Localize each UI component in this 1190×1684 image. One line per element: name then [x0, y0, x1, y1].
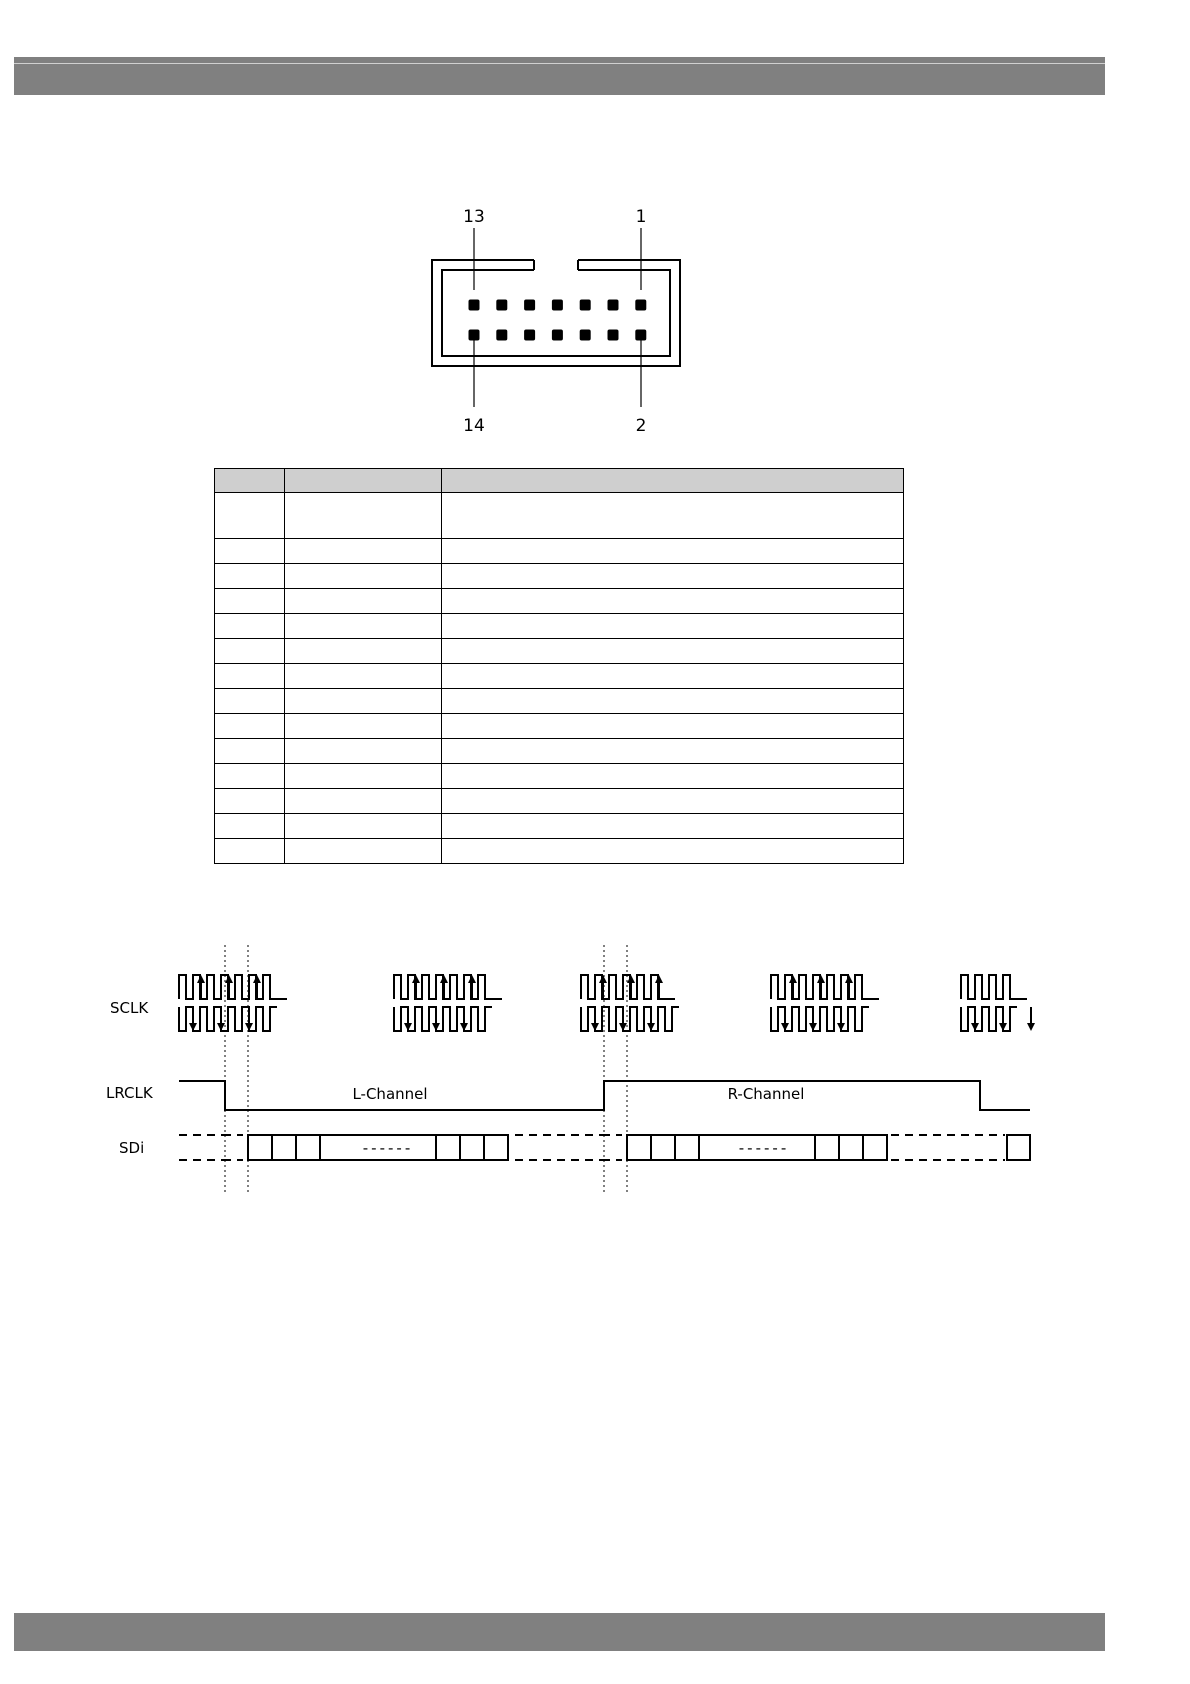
connector-pin [552, 300, 563, 311]
connector-pin [524, 330, 535, 341]
sclk-falling-edge-arrow-head [971, 1023, 979, 1031]
table-row [215, 739, 904, 764]
sclk-falling-train [961, 1007, 1017, 1031]
table-row [215, 564, 904, 589]
table-row [215, 539, 904, 564]
table-cell [442, 839, 904, 864]
table-cell [285, 689, 442, 714]
table-cell [442, 739, 904, 764]
sdi-next-bit [1007, 1135, 1030, 1160]
table-cell [285, 789, 442, 814]
sclk-falling-edge-arrow-head [460, 1023, 468, 1031]
pin-label-13: 13 [463, 207, 485, 227]
table-cell [215, 764, 285, 789]
sclk-rising-edge-arrow-head [599, 975, 607, 983]
connector-pin [635, 330, 646, 341]
sclk-rising-train [961, 975, 1017, 999]
table-cell [285, 764, 442, 789]
table-row [215, 689, 904, 714]
table-cell [442, 664, 904, 689]
table-cell [442, 764, 904, 789]
table-cell [285, 539, 442, 564]
sclk-falling-edge-arrow-head [217, 1023, 225, 1031]
table-cell [215, 564, 285, 589]
table-cell [215, 839, 285, 864]
pin-grid [469, 300, 647, 341]
table-row [215, 589, 904, 614]
sclk-rising-edge-arrow-head [225, 975, 233, 983]
signal-label-sclk: SCLK [110, 999, 149, 1017]
lrclk-waveform [179, 1081, 1030, 1110]
sclk-rising-edge-arrow-head [817, 975, 825, 983]
table-cell [215, 493, 285, 539]
sdi-gap-marker-right: ------ [738, 1139, 790, 1157]
table-cell [442, 614, 904, 639]
connector-pin [580, 300, 591, 311]
table-row [215, 764, 904, 789]
connector-pin [608, 330, 619, 341]
table-cell [215, 614, 285, 639]
timing-waveforms [179, 945, 1035, 1193]
table-cell [215, 739, 285, 764]
table-cell [442, 493, 904, 539]
connector-pin [524, 300, 535, 311]
table-cell [442, 789, 904, 814]
connector-pin [608, 300, 619, 311]
sclk-rising-edge-arrow-head [440, 975, 448, 983]
table-row [215, 714, 904, 739]
table-row [215, 839, 904, 864]
sclk-rising-edge-arrow-head [197, 975, 205, 983]
table-row [215, 639, 904, 664]
connector-pin [496, 300, 507, 311]
table-cell [215, 639, 285, 664]
sclk-rising-edge-arrow-head [627, 975, 635, 983]
table-cell [442, 539, 904, 564]
table-cell [442, 689, 904, 714]
table-cell [285, 739, 442, 764]
table-header-row [215, 469, 904, 493]
connector-pin [635, 300, 646, 311]
sclk-falling-edge-arrow-head [432, 1023, 440, 1031]
left-channel-label: L-Channel [352, 1085, 428, 1103]
table-row [215, 664, 904, 689]
pin-label-1: 1 [635, 207, 647, 227]
header-bar [14, 57, 1105, 95]
table-cell [285, 664, 442, 689]
table-cell [215, 814, 285, 839]
table-cell [215, 689, 285, 714]
sclk-falling-edge-arrow-head [647, 1023, 655, 1031]
table-cell [285, 639, 442, 664]
sclk-rising-edge-arrow-head [412, 975, 420, 983]
sclk-falling-edge-arrow-head [245, 1023, 253, 1031]
table-cell [285, 564, 442, 589]
table-cell [442, 814, 904, 839]
table-row [215, 614, 904, 639]
table-row [215, 789, 904, 814]
sclk-falling-edge-arrow-head [999, 1023, 1007, 1031]
footer-bar [14, 1613, 1105, 1651]
table-cell [285, 589, 442, 614]
header-cell [215, 469, 285, 493]
connector-pin [552, 330, 563, 341]
right-channel-label: R-Channel [727, 1085, 805, 1103]
connector-pin [496, 330, 507, 341]
sclk-falling-edge-arrow-head [837, 1023, 845, 1031]
table-row [215, 493, 904, 539]
table-cell [285, 839, 442, 864]
sclk-falling-edge-arrow-head [591, 1023, 599, 1031]
pin-label-14: 14 [463, 416, 485, 436]
table-cell [285, 614, 442, 639]
signal-label-lrclk: LRCLK [106, 1084, 153, 1102]
sclk-rising-edge-arrow-head [253, 975, 261, 983]
pin-label-2: 2 [635, 416, 647, 436]
signal-label-sdi: SDi [119, 1139, 145, 1157]
pin-table [214, 468, 904, 864]
header-cell [442, 469, 904, 493]
connector-housing-inner [442, 270, 670, 356]
connector-pin [469, 330, 480, 341]
connector-pin [580, 330, 591, 341]
connector-housing-outer [432, 260, 680, 366]
table-cell [285, 714, 442, 739]
sclk-rising-train [581, 975, 665, 999]
sclk-falling-edge-arrow-head [404, 1023, 412, 1031]
sclk-rising-edge-arrow-head [468, 975, 476, 983]
sclk-falling-edge-arrow-head [781, 1023, 789, 1031]
sclk-falling-edge-arrow-head [619, 1023, 627, 1031]
header-cell [285, 469, 442, 493]
table-cell [215, 789, 285, 814]
sclk-rising-edge-arrow-head [845, 975, 853, 983]
table-cell [215, 589, 285, 614]
sclk-falling-edge-arrow-head [1027, 1023, 1035, 1031]
table-cell [442, 589, 904, 614]
table-cell [285, 814, 442, 839]
table-row [215, 814, 904, 839]
table-cell [442, 564, 904, 589]
connector-pin [469, 300, 480, 311]
connector-diagram [420, 200, 710, 445]
sclk-falling-edge-arrow-head [189, 1023, 197, 1031]
sclk-falling-edge-arrow-head [809, 1023, 817, 1031]
table-cell [215, 539, 285, 564]
timing-diagram [100, 945, 1060, 1195]
table-cell [215, 714, 285, 739]
table-cell [442, 714, 904, 739]
table-cell [285, 493, 442, 539]
sclk-rising-edge-arrow-head [789, 975, 797, 983]
sclk-rising-edge-arrow-head [655, 975, 663, 983]
sdi-gap-marker-left: ------ [362, 1139, 414, 1157]
table-cell [442, 639, 904, 664]
table-cell [215, 664, 285, 689]
